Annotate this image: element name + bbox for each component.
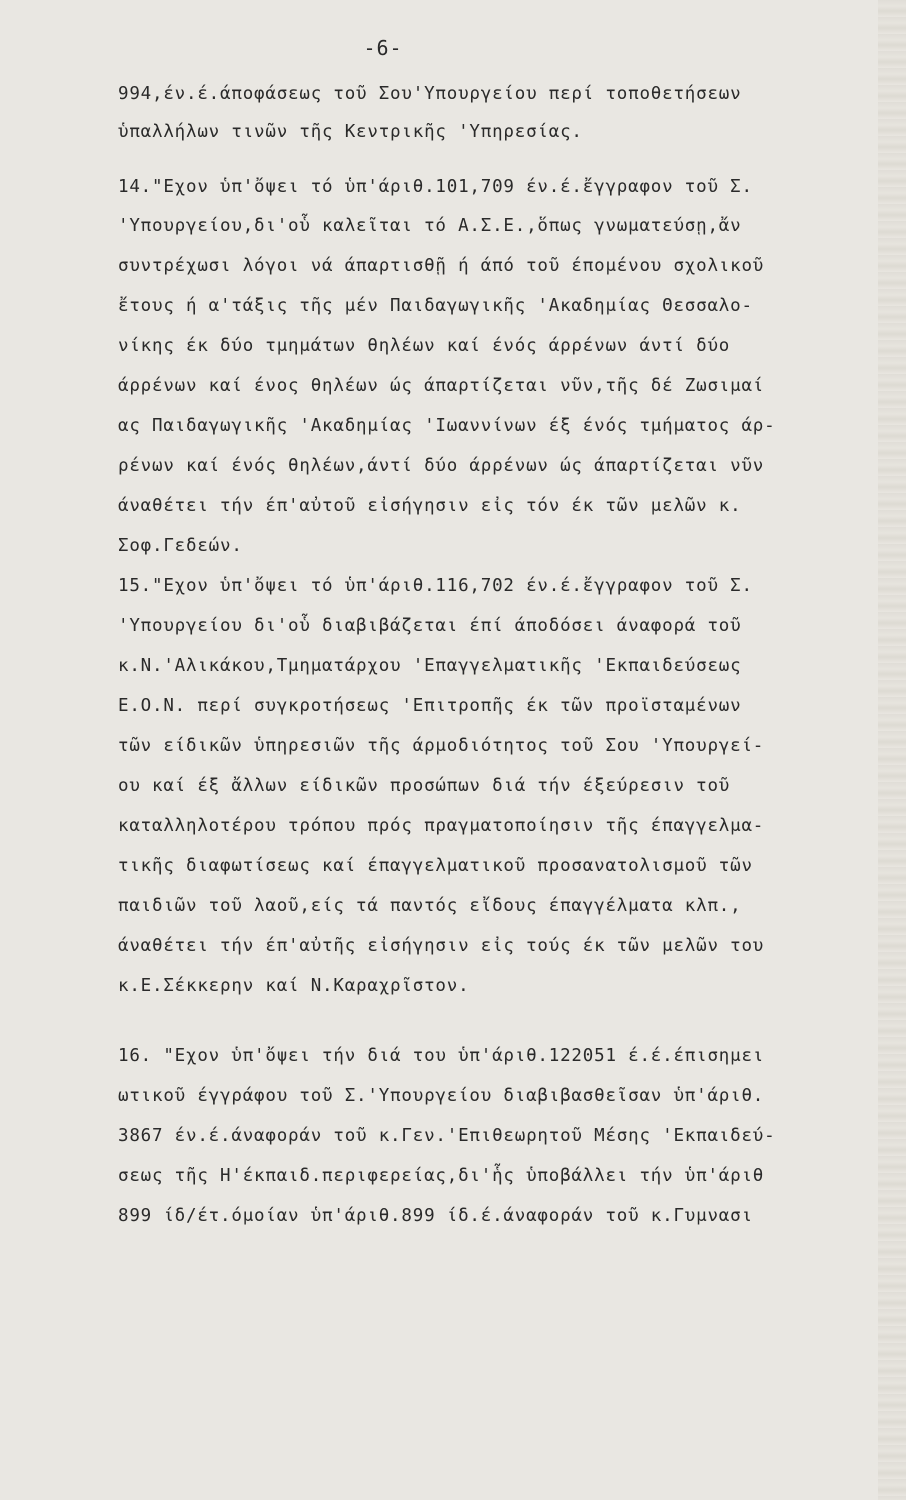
text-line: τικῆς διαφωτίσεως καί έπαγγελματικοῦ προσανατολισμοῦ τῶν (118, 856, 753, 876)
text-line: ου καί έξ ἄλλων είδικῶν προσώπων διά τήν έξεύρεσιν τοῦ (118, 776, 731, 796)
text-line: Σοφ.Γεδεών. (118, 536, 243, 556)
text-line: κ.Ε.Σέκκερην καί Ν.Καραχρῖστον. (118, 976, 470, 996)
text-line: νίκης έκ δύο τμημάτων θηλέων καί ένός άρρένων άντί δύο (118, 336, 731, 356)
text-line: ωτικοῦ έγγράφου τοῦ Σ.'Υπουργείου διαβιβασθεῖσαν ὑπ'άριθ. (118, 1086, 765, 1106)
text-line: κ.Ν.'Αλικάκου,Τμηματάρχου 'Επαγγελματικῆς 'Εκπαιδεύσεως (118, 656, 742, 676)
text-line: 15."Εχον ὑπ'ὄψει τό ὑπ'άριθ.116,702 έν.έ.ἔγγραφον τοῦ Σ. (118, 576, 753, 596)
text-line: 14."Εχον ὑπ'ὄψει τό ὑπ'άριθ.101,709 έν.έ.ἔγγραφον τοῦ Σ. (118, 177, 753, 197)
text-line: 'Υπουργείου δι'οὗ διαβιβάζεται έπί άποδόσει άναφορά τοῦ (118, 616, 742, 636)
text-line: Ε.Ο.Ν. περί συγκροτήσεως 'Επιτροπῆς έκ τῶν προϊσταμένων (118, 696, 742, 716)
text-line: ας Παιδαγωγικῆς 'Ακαδημίας 'Ιωαννίνων έξ ένός τμήματος άρ- (118, 416, 776, 436)
text-line: 994,έν.έ.άποφάσεως τοῦ Σου'Υπουργείου περί τοποθετήσεων (118, 84, 742, 104)
page-number: -6- (363, 36, 403, 60)
text-line: 'Υπουργείου,δι'οὗ καλεῖται τό Α.Σ.Ε.,ὅπως γνωματεύσῃ,ἄν (118, 216, 742, 236)
text-line: σεως τῆς Η'έκπαιδ.περιφερείας,δι'ἧς ὑποβάλλει τήν ὑπ'άριθ (118, 1166, 765, 1186)
text-line: συντρέχωσι λόγοι νά άπαρτισθῇ ή άπό τοῦ έπομένου σχολικοῦ (118, 256, 765, 276)
text-line: άρρένων καί ένος θηλέων ώς άπαρτίζεται νῦν,τῆς δέ Ζωσιμαί (118, 376, 765, 396)
text-line: 16. "Εχον ὑπ'ὄψει τήν διά του ὑπ'άριθ.122051 έ.έ.έπισημει (118, 1046, 765, 1066)
text-line: 899 ίδ/έτ.όμοίαν ὑπ'άριθ.899 ίδ.έ.άναφοράν τοῦ κ.Γυμνασι (118, 1206, 753, 1226)
text-line: τῶν είδικῶν ὑπηρεσιῶν τῆς άρμοδιότητος τοῦ Σου 'Υπουργεί- (118, 736, 765, 756)
text-line: 3867 έν.έ.άναφοράν τοῦ κ.Γεν.'Επιθεωρητοῦ Μέσης 'Εκπαιδεύ- (118, 1126, 776, 1146)
page-edge-shadow (878, 0, 906, 1500)
text-line: άναθέτει τήν έπ'αὐτῆς εἰσήγησιν εἰς τούς έκ τῶν μελῶν του (118, 936, 765, 956)
text-line: ὑπαλλήλων τινῶν τῆς Κεντρικῆς 'Υπηρεσίας. (118, 122, 583, 142)
text-line: άναθέτει τήν έπ'αὐτοῦ εἰσήγησιν εἰς τόν έκ τῶν μελῶν κ. (118, 496, 742, 516)
text-line: καταλληλοτέρου τρόπου πρός πραγματοποίησιν τῆς έπαγγελμα- (118, 816, 765, 836)
text-line: παιδιῶν τοῦ λαοῦ,είς τά παντός εἴδους έπαγγέλματα κλπ., (118, 896, 742, 916)
text-line: ρένων καί ένός θηλέων,άντί δύο άρρένων ώς άπαρτίζεται νῦν (118, 456, 765, 476)
text-line: ἔτους ή α'τάξις τῆς μέν Παιδαγωγικῆς 'Ακαδημίας Θεσσαλο- (118, 296, 753, 316)
